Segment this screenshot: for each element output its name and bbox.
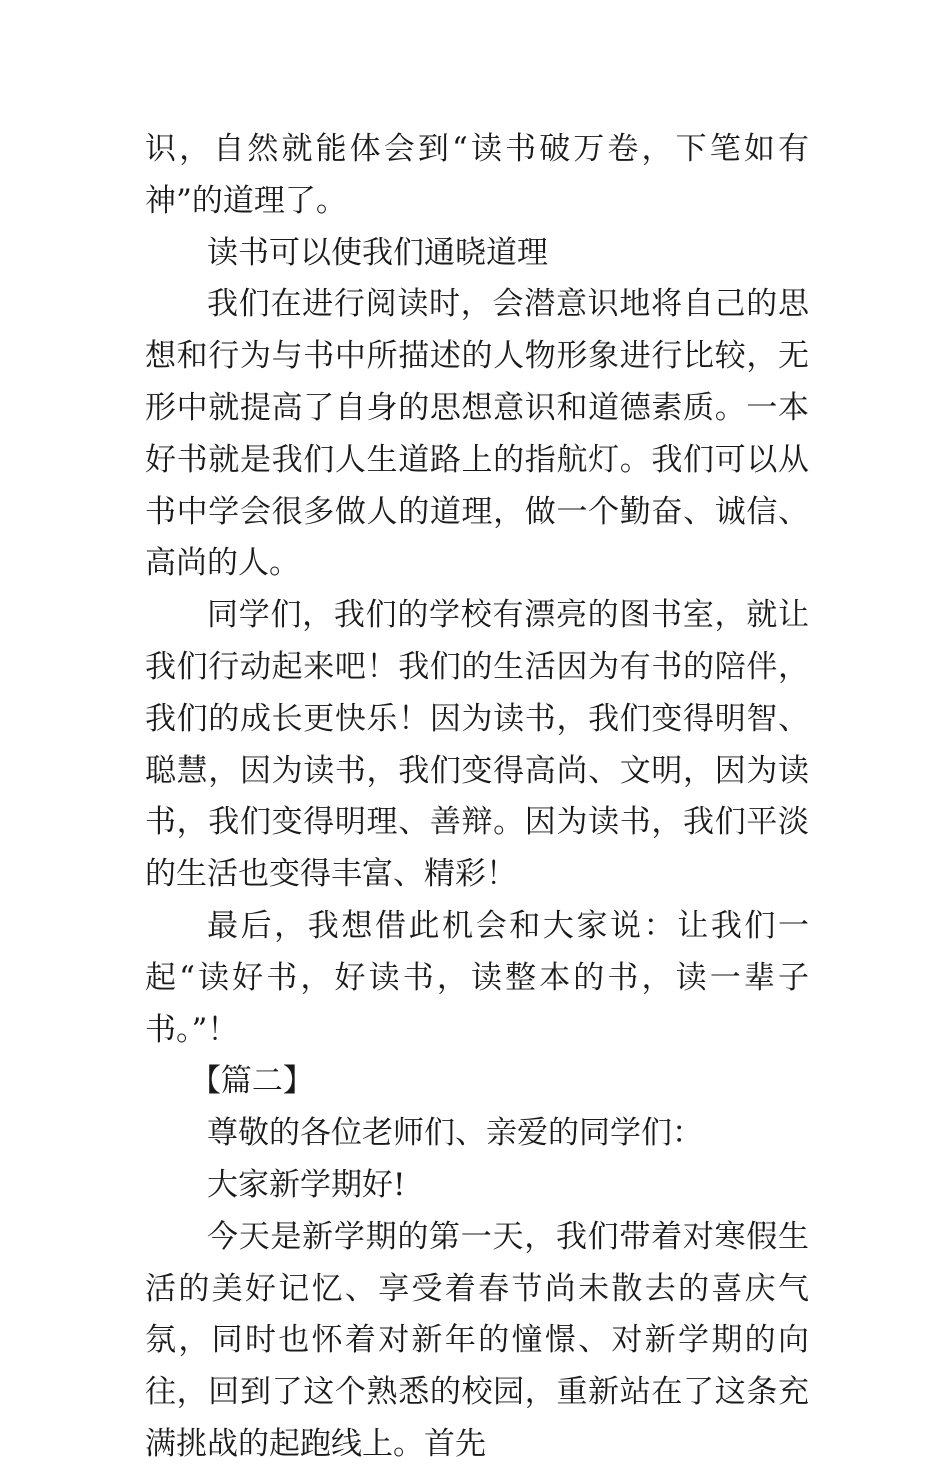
paragraph-salutation: 尊敬的各位老师们、亲爱的同学们： [207,1115,703,1152]
paragraph-continuation: 识，自然就能体会到“读书破万卷，下笔如有神”的道理了。 [145,131,809,219]
paragraph-subheading: 读书可以使我们通晓道理 [207,234,548,271]
paragraph-reading-morals: 我们在进行阅读时，会潜意识地将自己的思想和行为与书中所描述的人物形象进行比较，无形中就提高了自身的思想意识和道德素质。一本好书就是我们人生道路上的指航灯。我们可以从书中学会很多做人的道理，做一个勤奋、诚信、高尚的人。 [145,286,809,582]
paragraph-new-semester: 今天是新学期的第一天，我们带着对寒假生活的美好记忆、享受着春节尚未散去的喜庆气氛，同时也怀着对新年的憧憬、对新学期的向往，回到了这个熟悉的校园，重新站在了这条充满挑战的起跑线上。首先 [145,1218,809,1462]
paragraph-greeting: 大家新学期好! [207,1166,406,1203]
document-page [145,124,809,1471]
paragraph-library-call: 同学们，我们的学校有漂亮的图书室，就让我们行动起来吧！我们的生活因为有书的陪伴，我们的成长更快乐！因为读书，我们变得明智、聪慧，因为读书，我们变得高尚、文明，因为读书，我们变得明理、善辩。因为读书，我们平淡的生活也变得丰富、精彩！ [145,597,809,893]
section-heading: 【篇二】 [189,1063,314,1100]
paragraph-closing: 最后，我想借此机会和大家说：让我们一起“读好书，好读书，读整本的书，读一辈子书。”！ [145,907,809,1048]
